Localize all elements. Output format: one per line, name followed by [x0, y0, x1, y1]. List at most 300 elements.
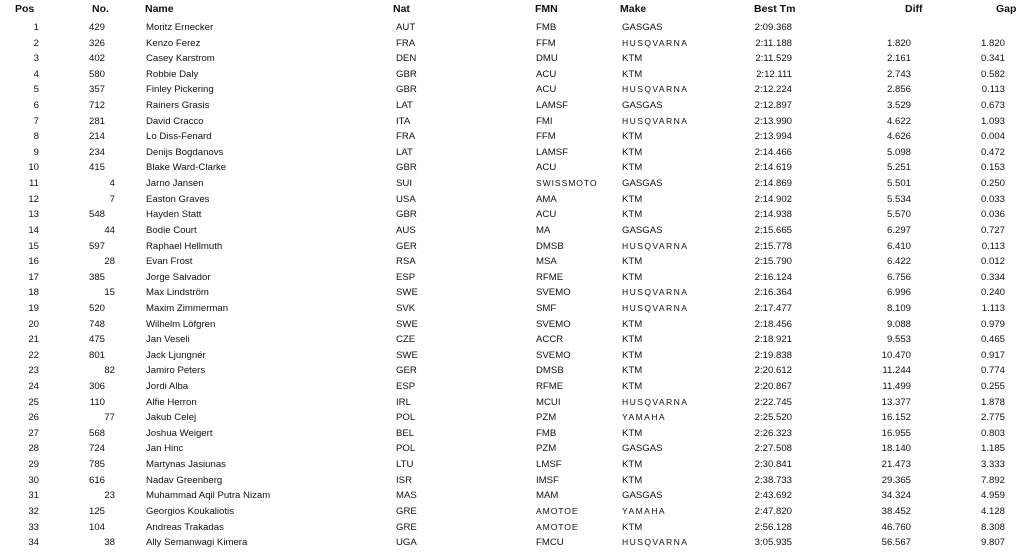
name-cell: Jordi Alba [146, 381, 189, 393]
pos-cell: 29 [28, 459, 39, 471]
name-cell: Jamiro Peters [146, 365, 206, 377]
fmn-cell: SWISSMOTO [536, 178, 598, 189]
pos-cell: 17 [28, 271, 39, 283]
fmn-cell: MAM [536, 490, 559, 502]
table-row [0, 223, 1027, 239]
table-row [0, 363, 1027, 379]
make-cell: HUSQVARNA [622, 302, 689, 313]
name-cell: Martynas Jasiunas [146, 459, 226, 471]
header-fmn: FMN [535, 3, 558, 15]
gap-cell: 7.892 [980, 474, 1005, 486]
table-row [0, 410, 1027, 426]
fmn-cell: FMCU [536, 537, 564, 549]
table-row [0, 192, 1027, 208]
nat-cell: DEN [396, 53, 417, 65]
nat-cell: POL [396, 443, 416, 455]
table-row [0, 20, 1027, 36]
diff-cell: 5.501 [886, 178, 911, 190]
table-row [0, 457, 1027, 473]
nat-cell: IRL [396, 396, 411, 408]
gap-cell: 1.185 [980, 443, 1005, 455]
make-cell: GASGAS [622, 22, 663, 33]
make-cell: KTM [622, 53, 643, 65]
pos-cell: 33 [28, 521, 39, 533]
pos-cell: 1 [33, 22, 39, 33]
nat-cell: FRA [396, 37, 416, 49]
table-row [0, 160, 1027, 176]
make-cell: KTM [622, 209, 643, 221]
gap-cell: 2.775 [980, 412, 1005, 424]
number-cell: 580 [88, 68, 105, 80]
diff-cell: 1.820 [886, 37, 911, 49]
best-time-cell: 2:12.897 [754, 100, 792, 112]
diff-cell: 2.856 [886, 84, 911, 96]
pos-cell: 21 [28, 334, 39, 346]
table-row [0, 535, 1027, 551]
diff-cell: 16.152 [881, 412, 911, 424]
best-time-cell: 2:56.128 [754, 521, 792, 533]
gap-cell: 0.004 [980, 131, 1005, 143]
name-cell: Lo Diss-Fenard [146, 131, 212, 143]
fmn-cell: ACU [536, 162, 557, 174]
make-cell: KTM [622, 381, 643, 393]
name-cell: Georgios Koukaliotis [146, 505, 234, 517]
name-cell: Ally Semanwagi Kimera [146, 537, 248, 549]
nat-cell: GBR [396, 68, 417, 80]
best-time-cell: 2:15.665 [754, 224, 792, 236]
nat-cell: AUS [396, 224, 416, 236]
best-time-cell: 2:14.869 [754, 178, 792, 190]
number-cell: 214 [88, 131, 105, 143]
gap-cell: 0.917 [980, 349, 1005, 361]
number-cell: 712 [88, 100, 105, 112]
pos-cell: 16 [28, 256, 39, 268]
diff-cell: 4.626 [886, 131, 911, 143]
number-cell: 28 [104, 256, 115, 268]
gap-cell: 0.255 [980, 381, 1005, 393]
pos-cell: 3 [33, 53, 39, 65]
diff-cell: 56.567 [881, 537, 911, 549]
gap-cell: 0.472 [980, 146, 1005, 158]
gap-cell: 0.727 [980, 224, 1005, 236]
pos-cell: 32 [28, 505, 39, 517]
number-cell: 402 [88, 53, 105, 65]
make-cell: HUSQVARNA [622, 37, 689, 48]
make-cell: HUSQVARNA [622, 537, 689, 548]
name-cell: Robbie Daly [146, 68, 199, 80]
make-cell: HUSQVARNA [622, 240, 689, 251]
gap-cell: 0.113 [981, 240, 1005, 252]
table-row [0, 520, 1027, 536]
table-row [0, 348, 1027, 364]
pos-cell: 14 [28, 224, 39, 236]
diff-cell: 8.109 [886, 302, 911, 314]
diff-cell: 5.570 [886, 209, 911, 221]
diff-cell: 38.452 [881, 505, 911, 517]
gap-cell: 0.465 [980, 334, 1005, 346]
gap-cell: 3.333 [980, 459, 1005, 471]
pos-cell: 25 [28, 396, 39, 408]
best-time-cell: 2:15.778 [754, 240, 792, 252]
best-time-cell: 2:15.790 [754, 256, 792, 268]
fmn-cell: LAMSF [536, 100, 568, 112]
table-row [0, 379, 1027, 395]
diff-cell: 4.622 [886, 115, 911, 127]
make-cell: HUSQVARNA [622, 287, 689, 298]
gap-cell: 0.774 [980, 365, 1005, 377]
pos-cell: 13 [28, 209, 39, 221]
table-row [0, 254, 1027, 270]
make-cell: KTM [622, 318, 643, 330]
fmn-cell: SVEMO [536, 349, 571, 361]
diff-cell: 6.756 [886, 271, 911, 283]
nat-cell: MAS [396, 490, 417, 502]
diff-cell: 2.743 [886, 68, 911, 80]
pos-cell: 8 [33, 131, 39, 143]
nat-cell: AUT [396, 22, 416, 33]
table-row [0, 67, 1027, 83]
fmn-cell: FFM [536, 131, 556, 143]
fmn-cell: DMU [536, 53, 558, 65]
diff-cell: 11.244 [882, 365, 911, 377]
diff-cell: 6.996 [886, 287, 911, 299]
diff-cell: 2.161 [886, 53, 911, 65]
nat-cell: LAT [396, 146, 413, 158]
number-cell: 281 [88, 115, 105, 127]
pos-cell: 31 [28, 490, 39, 502]
name-cell: Casey Karstrom [146, 53, 215, 65]
make-cell: KTM [622, 521, 643, 533]
diff-cell: 6.410 [886, 240, 911, 252]
make-cell: HUSQVARNA [622, 115, 689, 126]
name-cell: Evan Frost [146, 256, 193, 268]
nat-cell: ESP [396, 381, 416, 393]
nat-cell: GRE [396, 505, 417, 517]
gap-cell: 0.673 [980, 100, 1005, 112]
make-cell: KTM [622, 365, 643, 377]
best-time-cell: 2:47.820 [754, 505, 792, 517]
table-row [0, 441, 1027, 457]
gap-cell: 4.959 [980, 490, 1005, 502]
pos-cell: 9 [33, 146, 39, 158]
number-cell: 801 [88, 349, 105, 361]
table-row [0, 504, 1027, 520]
fmn-cell: DMSB [536, 365, 564, 377]
pos-cell: 30 [28, 474, 39, 486]
diff-cell: 11.499 [882, 381, 911, 393]
number-cell: 110 [89, 396, 105, 408]
name-cell: Jan Veseli [146, 334, 190, 346]
best-time-cell: 2:14.938 [754, 209, 792, 221]
name-cell: Bodie Court [146, 224, 197, 236]
table-row [0, 36, 1027, 52]
nat-cell: USA [396, 193, 416, 205]
header-nat: Nat [393, 3, 410, 15]
fmn-cell: FMB [536, 427, 557, 439]
best-time-cell: 3:05.935 [754, 537, 792, 549]
nat-cell: ESP [396, 271, 416, 283]
diff-cell: 3.529 [886, 100, 911, 112]
name-cell: Nadav Greenberg [146, 474, 223, 486]
name-cell: Denijs Bogdanovs [146, 146, 224, 158]
number-cell: 23 [104, 490, 115, 502]
gap-cell: 1.878 [980, 396, 1005, 408]
best-time-cell: 2:09.368 [754, 22, 792, 33]
best-time-cell: 2:30.841 [754, 459, 792, 471]
diff-cell: 5.098 [886, 146, 911, 158]
best-time-cell: 2:11.529 [755, 53, 792, 65]
nat-cell: RSA [396, 256, 416, 268]
table-row [0, 82, 1027, 98]
number-cell: 125 [88, 505, 105, 517]
diff-cell: 5.534 [886, 193, 911, 205]
table-row [0, 395, 1027, 411]
gap-cell: 0.033 [980, 193, 1005, 205]
table-row [0, 270, 1027, 286]
name-cell: Rainers Grasis [146, 100, 210, 112]
name-cell: Jarno Jansen [146, 178, 204, 190]
best-time-cell: 2:19.838 [754, 349, 792, 361]
pos-cell: 20 [28, 318, 39, 330]
table-row [0, 114, 1027, 130]
header-name: Name [145, 3, 174, 15]
make-cell: GASGAS [622, 490, 663, 502]
make-cell: GASGAS [622, 178, 663, 190]
number-cell: 44 [104, 224, 115, 236]
make-cell: KTM [622, 427, 643, 439]
table-row [0, 473, 1027, 489]
number-cell: 7 [109, 193, 115, 205]
diff-cell: 9.088 [886, 318, 911, 330]
nat-cell: GER [396, 365, 417, 377]
pos-cell: 18 [28, 287, 39, 299]
best-time-cell: 2:14.619 [754, 162, 792, 174]
number-cell: 568 [88, 427, 105, 439]
fmn-cell: PZM [536, 443, 557, 455]
name-cell: Hayden Statt [146, 209, 202, 221]
nat-cell: SVK [396, 302, 416, 314]
fmn-cell: MA [536, 224, 551, 236]
gap-cell: 0.240 [980, 287, 1005, 299]
make-cell: KTM [622, 349, 643, 361]
diff-cell: 46.760 [881, 521, 911, 533]
number-cell: 475 [88, 334, 105, 346]
fmn-cell: MSA [536, 256, 557, 268]
gap-cell: 0.979 [980, 318, 1005, 330]
table-row [0, 51, 1027, 67]
header-no: No. [92, 3, 109, 15]
name-cell: Joshua Weigert [146, 427, 213, 439]
name-cell: Muhammad Aqil Putra Nizam [146, 490, 271, 502]
header-pos: Pos [15, 3, 35, 15]
name-cell: Max Lindström [146, 287, 209, 299]
name-cell: Jakub Celej [146, 412, 197, 424]
number-cell: 616 [88, 474, 105, 486]
make-cell: KTM [622, 474, 643, 486]
fmn-cell: ACCR [536, 334, 564, 346]
best-time-cell: 2:20.612 [754, 365, 792, 377]
nat-cell: GBR [396, 84, 417, 96]
nat-cell: UGA [396, 537, 417, 549]
nat-cell: FRA [396, 131, 416, 143]
name-cell: Jack Ljungnér [146, 349, 206, 361]
results-table-body [0, 20, 1027, 551]
make-cell: HUSQVARNA [622, 396, 689, 407]
table-row [0, 129, 1027, 145]
diff-cell: 29.365 [881, 474, 911, 486]
gap-cell: 0.250 [980, 178, 1005, 190]
best-time-cell: 2:12.111 [756, 68, 792, 80]
make-cell: KTM [622, 271, 643, 283]
nat-cell: GBR [396, 162, 417, 174]
fmn-cell: AMA [536, 193, 557, 205]
make-cell: GASGAS [622, 224, 663, 236]
nat-cell: BEL [396, 427, 415, 439]
best-time-cell: 2:18.921 [754, 334, 792, 346]
number-cell: 748 [88, 318, 105, 330]
gap-cell: 1.113 [981, 302, 1005, 314]
pos-cell: 28 [28, 443, 39, 455]
best-time-cell: 2:16.364 [754, 287, 792, 299]
best-time-cell: 2:26.323 [754, 427, 792, 439]
diff-cell: 18.140 [881, 443, 911, 455]
best-time-cell: 2:16.124 [754, 271, 792, 283]
pos-cell: 24 [28, 381, 39, 393]
fmn-cell: FMI [536, 115, 553, 127]
pos-cell: 19 [28, 302, 39, 314]
make-cell: KTM [622, 68, 643, 80]
best-time-cell: 2:14.466 [754, 146, 792, 158]
nat-cell: GRE [396, 521, 417, 533]
best-time-cell: 2:18.456 [754, 318, 792, 330]
best-time-cell: 2:11.188 [755, 37, 792, 49]
number-cell: 548 [88, 209, 105, 221]
make-cell: YAMAHA [622, 412, 667, 423]
gap-cell: 0.803 [980, 427, 1005, 439]
fmn-cell: ACU [536, 68, 557, 80]
pos-cell: 5 [33, 84, 39, 96]
best-time-cell: 2:27.508 [754, 443, 792, 455]
name-cell: Maxim Zimmerman [146, 302, 229, 314]
number-cell: 38 [104, 537, 115, 549]
gap-cell: 0.341 [980, 53, 1005, 65]
name-cell: Blake Ward-Clarke [146, 162, 227, 174]
diff-cell: 6.422 [886, 256, 911, 268]
gap-cell: 1.820 [980, 37, 1005, 49]
pos-cell: 27 [28, 427, 39, 439]
table-row [0, 426, 1027, 442]
number-cell: 357 [88, 84, 105, 96]
table-header [0, 3, 1027, 17]
number-cell: 520 [88, 302, 105, 314]
table-row [0, 488, 1027, 504]
table-row [0, 145, 1027, 161]
make-cell: GASGAS [622, 100, 663, 112]
pos-cell: 4 [33, 68, 39, 80]
name-cell: Kenzo Ferez [146, 37, 201, 49]
pos-cell: 23 [28, 365, 39, 377]
nat-cell: LTU [396, 459, 414, 471]
best-time-cell: 2:22.745 [754, 396, 792, 408]
number-cell: 4 [109, 178, 115, 190]
pos-cell: 34 [28, 537, 39, 549]
gap-cell: 9.807 [980, 537, 1005, 549]
gap-cell: 0.153 [980, 162, 1005, 174]
table-row [0, 301, 1027, 317]
number-cell: 306 [88, 381, 105, 393]
gap-cell: 0.113 [981, 84, 1005, 96]
name-cell: Finley Pickering [146, 84, 214, 96]
fmn-cell: FFM [536, 37, 556, 49]
fmn-cell: ACU [536, 84, 557, 96]
fmn-cell: MCUI [536, 396, 561, 408]
gap-cell: 0.012 [980, 256, 1005, 268]
number-cell: 597 [88, 240, 105, 252]
name-cell: Raphael Hellmuth [146, 240, 223, 252]
fmn-cell: ACU [536, 209, 557, 221]
fmn-cell: PZM [536, 412, 557, 424]
number-cell: 234 [88, 146, 105, 158]
pos-cell: 10 [28, 162, 39, 174]
diff-cell: 6.297 [886, 224, 911, 236]
nat-cell: SWE [396, 287, 418, 299]
best-time-cell: 2:13.994 [754, 131, 792, 143]
fmn-cell: SVEMO [536, 287, 571, 299]
header-diff: Diff [905, 3, 923, 15]
name-cell: Wilhelm Löfgren [146, 318, 216, 330]
best-time-cell: 2:12.224 [754, 84, 792, 96]
pos-cell: 12 [28, 193, 39, 205]
diff-cell: 5.251 [886, 162, 911, 174]
nat-cell: ITA [396, 115, 411, 127]
number-cell: 77 [104, 412, 115, 424]
make-cell: KTM [622, 146, 643, 158]
header-make: Make [620, 3, 647, 15]
diff-cell: 10.470 [881, 349, 911, 361]
number-cell: 785 [88, 459, 105, 471]
fmn-cell: IMSF [536, 474, 559, 486]
make-cell: YAMAHA [622, 505, 667, 516]
number-cell: 104 [88, 521, 105, 533]
pos-cell: 26 [28, 412, 39, 424]
diff-cell: 34.324 [881, 490, 911, 502]
fmn-cell: AMOTOE [536, 505, 579, 516]
name-cell: Jan Hinc [146, 443, 184, 455]
fmn-cell: LMSF [536, 459, 562, 471]
table-row [0, 98, 1027, 114]
number-cell: 385 [88, 271, 105, 283]
name-cell: David Cracco [146, 115, 204, 127]
table-row [0, 239, 1027, 255]
fmn-cell: SVEMO [536, 318, 571, 330]
nat-cell: GER [396, 240, 417, 252]
header-best-time: Best Tm [754, 3, 796, 15]
fmn-cell: AMOTOE [536, 521, 579, 532]
pos-cell: 6 [33, 100, 39, 112]
make-cell: HUSQVARNA [622, 84, 689, 95]
table-row [0, 332, 1027, 348]
make-cell: KTM [622, 131, 643, 143]
number-cell: 82 [104, 365, 115, 377]
pos-cell: 7 [33, 115, 39, 127]
make-cell: KTM [622, 459, 643, 471]
table-row [0, 317, 1027, 333]
best-time-cell: 2:13.990 [754, 115, 792, 127]
table-row [0, 176, 1027, 192]
pos-cell: 11 [29, 178, 39, 190]
best-time-cell: 2:17.477 [754, 302, 792, 314]
fmn-cell: FMB [536, 22, 557, 33]
